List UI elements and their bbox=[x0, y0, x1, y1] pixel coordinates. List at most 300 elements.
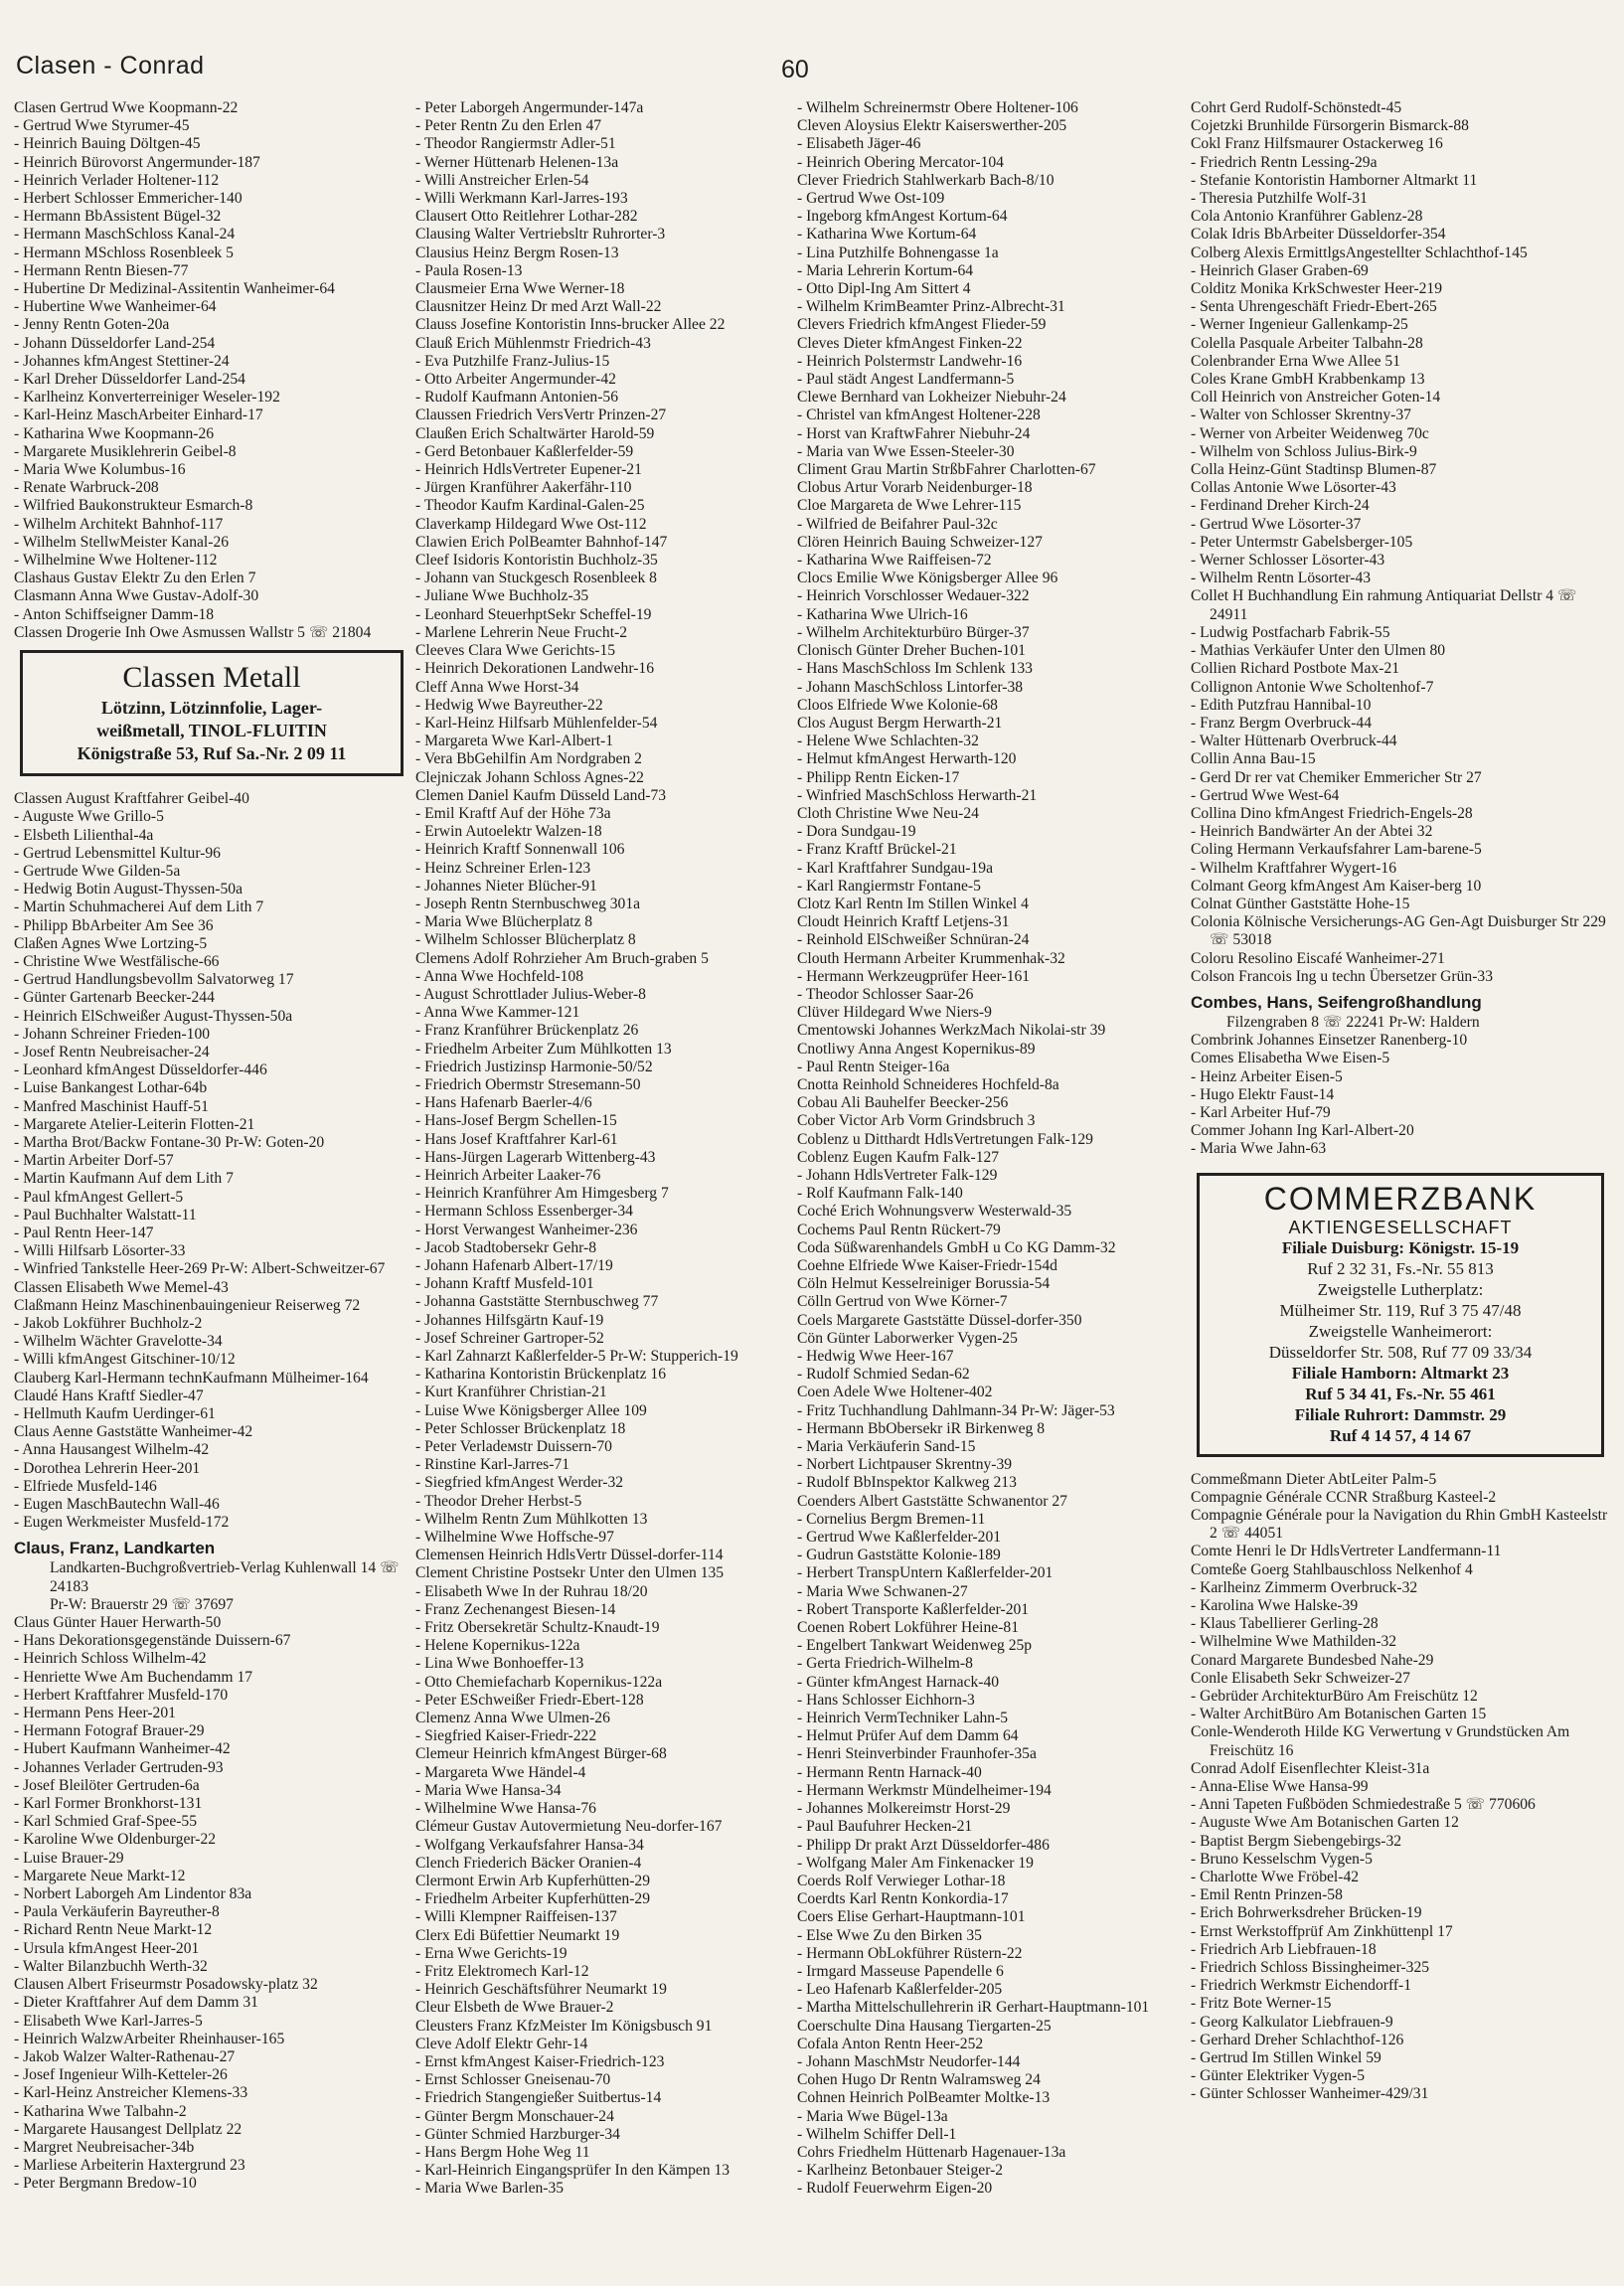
directory-subentry: - Hellmuth Kaufm Uerdinger-61 bbox=[14, 1405, 409, 1423]
directory-entry: Clench Friederich Bäcker Oranien-4 bbox=[415, 1854, 642, 1872]
directory-subentry: - Paul Buchhalter Walstatt-11 bbox=[14, 1207, 409, 1225]
directory-subentry: - Hans-Jürgen Lagerarb Wittenberg-43 bbox=[415, 1149, 793, 1167]
directory-entry: Coenen Robert Lokführer Heine-81 bbox=[797, 1619, 1020, 1637]
directory-entry: Clauß Erich Mühlenmstr Friedrich-43 bbox=[415, 334, 651, 352]
directory-subentry: - Stefanie Kontoristin Hamborner Altmarkt 11 bbox=[1191, 172, 1610, 190]
directory-entry: Coloru Resolino Eiscafé Wanheimer-271 bbox=[1191, 949, 1445, 967]
directory-subentry: - Karl Rangiermstr Fontane-5 bbox=[797, 878, 1187, 896]
directory-entry: Cloe Margareta de Wwe Lehrer-115 bbox=[797, 497, 1022, 515]
directory-entry: Conle-Wenderoth Hilde KG Verwertung v Grundstücken Am Freischütz 16 bbox=[1191, 1723, 1570, 1759]
directory-subentry: - Gertrud Wwe Ost-109 bbox=[797, 190, 1187, 208]
directory-entry: Clausing Walter Vertriebsltr Ruhrorter-3 bbox=[415, 226, 666, 244]
directory-subentry: - Hermann Schloss Essenberger-34 bbox=[415, 1203, 793, 1221]
directory-entry: Cofala Anton Rentn Heer-252 bbox=[797, 2035, 984, 2052]
directory-subentry: - Johann MaschMstr Neudorfer-144 bbox=[797, 2053, 1187, 2071]
directory-subentry: - Christine Wwe Westfälische-66 bbox=[14, 953, 409, 971]
directory-subentry: - Heinrich ElSchweißer August-Thyssen-50a bbox=[14, 1008, 409, 1026]
entry-list bbox=[1191, 1032, 1610, 1158]
directory-subentry: - Wolfgang Verkaufsfahrer Hansa-34 bbox=[415, 1837, 793, 1855]
directory-entry: Claverkamp Hildegard Wwe Ost-112 bbox=[415, 515, 647, 533]
directory-entry: Cleeves Clara Wwe Gerichts-15 bbox=[415, 642, 616, 660]
directory-subentry: - Gertrud Wwe Kaßlerfelder-201 bbox=[797, 1529, 1187, 1547]
directory-subentry: - Gerd Dr rer vat Chemiker Emmericher Str 27 bbox=[1191, 769, 1610, 787]
directory-subentry: - Friedhelm Arbeiter Kupferhütten-29 bbox=[415, 1890, 793, 1908]
directory-subentry: - Martin Arbeiter Dorf-57 bbox=[14, 1152, 409, 1170]
directory-subentry: - Auguste Wwe Grillo-5 bbox=[14, 808, 409, 826]
directory-entry: Claus Aenne Gaststätte Wanheimer-42 bbox=[14, 1423, 253, 1441]
directory-subentry: - Heinrich Polstermstr Landwehr-16 bbox=[797, 353, 1187, 371]
directory-entry: Compagnie Générale CCNR Straßburg Kasteel-2 bbox=[1191, 1488, 1497, 1506]
directory-subentry: - Jakob Walzer Walter-Rathenau-27 bbox=[14, 2048, 409, 2066]
directory-subentry: - Maria Wwe Blücherplatz 8 bbox=[415, 913, 793, 931]
column-4 bbox=[1191, 99, 1610, 2272]
directory-subentry: - Herbert Kraftfahrer Musfeld-170 bbox=[14, 1687, 409, 1705]
directory-entry: Conard Margarete Bundesbed Nahe-29 bbox=[1191, 1651, 1434, 1669]
directory-entry: Colson Francois Ing u techn Übersetzer Grün-33 bbox=[1191, 967, 1494, 985]
directory-subentry: - Dora Sundgau-19 bbox=[797, 823, 1187, 841]
directory-subentry: - Bruno Kesselschm Vygen-5 bbox=[1191, 1851, 1610, 1869]
directory-entry: Clauberg Karl-Hermann technKaufmann Mülheimer-164 bbox=[14, 1369, 369, 1387]
section-heading: Combes, Hans, Seifengroßhandlung bbox=[1191, 992, 1482, 1012]
directory-entry: Clören Heinrich Bauing Schweizer-127 bbox=[797, 533, 1043, 551]
directory-subentry: - Margarete Hausangest Dellplatz 22 bbox=[14, 2121, 409, 2139]
directory-entry: Clocs Emilie Wwe Königsberger Allee 96 bbox=[797, 570, 1058, 587]
directory-subentry: - Josef Bleilöter Gertruden-6a bbox=[14, 1777, 409, 1795]
directory-entry: Cleven Aloysius Elektr Kaiserswerther-205 bbox=[797, 117, 1067, 135]
directory-entry: Cleve Adolf Elektr Gehr-14 bbox=[415, 2035, 588, 2052]
directory-subentry: - Hubertine Wwe Wanheimer-64 bbox=[14, 298, 409, 316]
directory-subentry: - Ferdinand Dreher Kirch-24 bbox=[1191, 497, 1610, 515]
directory-subentry: - Heinrich Obering Mercator-104 bbox=[797, 154, 1187, 172]
directory-subentry: - Ernst Werkstoffprüf Am Zinkhüttenpl 17 bbox=[1191, 1923, 1610, 1941]
directory-subentry: - Wilhelmine Wwe Hansa-76 bbox=[415, 1800, 793, 1818]
directory-entry: Collien Richard Postbote Max-21 bbox=[1191, 660, 1400, 678]
directory-entry: Classen Drogerie Inh Owe Asmussen Wallstr 5 ☏ 21804 bbox=[14, 623, 372, 641]
directory-subentry: - Jenny Rentn Goten-20a bbox=[14, 316, 409, 334]
ad-line: Filiale Duisburg: Königstr. 15-19 bbox=[1281, 1237, 1520, 1257]
directory-entry: Cölln Gertrud von Wwe Körner-7 bbox=[797, 1293, 1008, 1311]
directory-subentry: - Hans Josef Kraftfahrer Karl-61 bbox=[415, 1131, 793, 1149]
directory-entry: Clemeur Heinrich kfmAngest Bürger-68 bbox=[415, 1745, 667, 1763]
directory-subentry: - Friedhelm Arbeiter Zum Mühlkotten 13 bbox=[415, 1041, 793, 1059]
section-detail: Pr-W: Brauerstr 29 ☏ 37697 bbox=[50, 1595, 234, 1613]
directory-entry: Collet H Buchhandlung Ein rahmung Antiquariat Dellstr 4 ☏ 24911 bbox=[1191, 587, 1577, 623]
entry-list bbox=[1191, 99, 1610, 986]
directory-subentry: - Werner Ingenieur Gallenkamp-25 bbox=[1191, 316, 1610, 334]
directory-subentry: - Hedwig Wwe Bayreuther-22 bbox=[415, 697, 793, 715]
directory-subentry: - Wilhelm Wächter Gravelotte-34 bbox=[14, 1333, 409, 1351]
directory-subentry: - Horst Verwangest Wanheimer-236 bbox=[415, 1222, 793, 1239]
column-1 bbox=[14, 99, 409, 2272]
entry-list bbox=[1191, 1471, 1610, 2104]
classen-metall-ad bbox=[20, 650, 404, 776]
directory-subentry: - Heinrich Kranführer Am Himgesberg 7 bbox=[415, 1185, 793, 1203]
directory-subentry: - Gertrude Wwe Gilden-5a bbox=[14, 863, 409, 881]
directory-subentry: - Heinrich Geschäftsführer Neumarkt 19 bbox=[415, 1981, 793, 1999]
directory-entry: Cloos Elfriede Wwe Kolonie-68 bbox=[797, 696, 998, 714]
directory-entry: Collignon Antonie Wwe Scholtenhof-7 bbox=[1191, 678, 1434, 696]
directory-subentry: - Rolf Kaufmann Falk-140 bbox=[797, 1185, 1187, 1203]
directory-subentry: - Irmgard Masseuse Papendelle 6 bbox=[797, 1963, 1187, 1981]
directory-entry: Cmentowski Johannes WerkzMach Nikolai-str 39 bbox=[797, 1022, 1106, 1040]
directory-subentry: - Gertrud Handlungsbevollm Salvatorweg 17 bbox=[14, 971, 409, 989]
directory-subentry: - Katharina Kontoristin Brückenplatz 16 bbox=[415, 1366, 793, 1384]
directory-subentry: - Günter kfmAngest Harnack-40 bbox=[797, 1674, 1187, 1692]
directory-subentry: - Karl-Heinz Hilfsarb Mühlenfelder-54 bbox=[415, 715, 793, 733]
directory-subentry: - Ursula kfmAngest Heer-201 bbox=[14, 1940, 409, 1958]
directory-subentry: - Erna Wwe Gerichts-19 bbox=[415, 1945, 793, 1963]
directory-subentry: - Heinrich Bürovorst Angermunder-187 bbox=[14, 154, 409, 172]
directory-subentry: - Lina Putzhilfe Bohnengasse 1a bbox=[797, 245, 1187, 262]
directory-subentry: - Kurt Kranführer Christian-21 bbox=[415, 1384, 793, 1401]
directory-subentry: - Anna Hausangest Wilhelm-42 bbox=[14, 1441, 409, 1459]
directory-entry: Coers Elise Gerhart-Hauptmann-101 bbox=[797, 1908, 1026, 1926]
directory-subentry: - Peter Rentn Zu den Erlen 47 bbox=[415, 117, 793, 135]
directory-subentry: - Willi Anstreicher Erlen-54 bbox=[415, 172, 793, 190]
directory-subentry: - Günter Gartenarb Beecker-244 bbox=[14, 989, 409, 1007]
directory-entry: Coblenz u Ditthardt HdlsVertretungen Falk-129 bbox=[797, 1130, 1093, 1148]
entry-list bbox=[14, 99, 409, 642]
directory-subentry: - Gebrüder ArchitekturBüro Am Freischütz 12 bbox=[1191, 1688, 1610, 1706]
directory-subentry: - Margareta Wwe Karl-Albert-1 bbox=[415, 733, 793, 750]
directory-subentry: - Paul Rentn Steiger-16a bbox=[797, 1059, 1187, 1076]
directory-subentry: - Maria Wwe Hansa-34 bbox=[415, 1782, 793, 1800]
directory-entry: Cohrs Friedhelm Hüttenarb Hagenauer-13a bbox=[797, 2143, 1066, 2161]
directory-entry: Clashaus Gustav Elektr Zu den Erlen 7 bbox=[14, 570, 256, 587]
directory-subentry: - Henriette Wwe Am Buchendamm 17 bbox=[14, 1669, 409, 1687]
directory-entry: Cleusters Franz KfzMeister Im Königsbusch 91 bbox=[415, 2017, 713, 2035]
directory-subentry: - Maria Wwe Kolumbus-16 bbox=[14, 461, 409, 479]
directory-subentry: - Hermann BbObersekr iR Birkenweg 8 bbox=[797, 1420, 1187, 1438]
directory-subentry: - Willi Werkmann Karl-Jarres-193 bbox=[415, 190, 793, 208]
directory-subentry: - Werner Schlosser Lösorter-43 bbox=[1191, 552, 1610, 570]
directory-subentry: - Wilhelm Schiffer Dell-1 bbox=[797, 2126, 1187, 2144]
directory-subentry: - Eugen Werkmeister Musfeld-172 bbox=[14, 1514, 409, 1532]
directory-subentry: - Dorothea Lehrerin Heer-201 bbox=[14, 1460, 409, 1478]
directory-entry: Coblenz Eugen Kaufm Falk-127 bbox=[797, 1148, 1000, 1166]
directory-subentry: - Vera BbGehilfin Am Nordgraben 2 bbox=[415, 750, 793, 768]
directory-subentry: - Wilhelm Architekturbüro Bürger-37 bbox=[797, 624, 1187, 642]
directory-subentry: - Emil Kraftf Auf der Höhe 73a bbox=[415, 805, 793, 823]
directory-subentry: - Philipp Rentn Eicken-17 bbox=[797, 769, 1187, 787]
directory-entry: Cokl Franz Hilfsmaurer Ostackerweg 16 bbox=[1191, 135, 1443, 153]
section-heading: Claus, Franz, Landkarten bbox=[14, 1539, 216, 1558]
directory-subentry: - Marlene Lehrerin Neue Frucht-2 bbox=[415, 624, 793, 642]
directory-subentry: - Maria Wwe Bügel-13a bbox=[797, 2108, 1187, 2126]
directory-subentry: - Maria Wwe Barlen-35 bbox=[415, 2180, 793, 2198]
directory-subentry: - Johannes Molkereimstr Horst-29 bbox=[797, 1800, 1187, 1818]
directory-subentry: - Katharina Wwe Raiffeisen-72 bbox=[797, 552, 1187, 570]
directory-subentry: - Peter Verladeмstr Duissern-70 bbox=[415, 1438, 793, 1456]
directory-subentry: - Hermann Rentn Biesen-77 bbox=[14, 262, 409, 280]
directory-subentry: - Franz Kranführer Brückenplatz 26 bbox=[415, 1022, 793, 1040]
directory-subentry: - Else Wwe Zu den Birken 35 bbox=[797, 1927, 1187, 1945]
directory-entry: Classen Elisabeth Wwe Memel-43 bbox=[14, 1278, 229, 1296]
ad-line: Lötzinn, Lötzinnfolie, Lager- bbox=[100, 698, 323, 719]
directory-subentry: - Renate Warbruck-208 bbox=[14, 479, 409, 497]
directory-subentry: - Margarete Neue Markt-12 bbox=[14, 1868, 409, 1885]
section-detail: Filzengraben 8 ☏ 22241 Pr-W: Haldern bbox=[1226, 1013, 1480, 1031]
directory-subentry: - Peter ESchweißer Friedr-Ebert-128 bbox=[415, 1692, 793, 1710]
directory-subentry: - Heinrich WalzwArbeiter Rheinhauser-165 bbox=[14, 2031, 409, 2048]
directory-subentry: - Siegfried Kaiser-Friedr-222 bbox=[415, 1727, 793, 1745]
directory-entry: Clevers Friedrich kfmAngest Flieder-59 bbox=[797, 316, 1047, 334]
directory-subentry: - Hermann Werkmstr Mündelheimer-194 bbox=[797, 1782, 1187, 1800]
directory-entry: Clos August Bergm Herwarth-21 bbox=[797, 714, 1003, 732]
directory-subentry: - Hedwig Wwe Heer-167 bbox=[797, 1348, 1187, 1366]
directory-subentry: - Hans Dekorationsgegenstände Duissern-67 bbox=[14, 1632, 409, 1650]
directory-entry: Coen Adele Wwe Holtener-402 bbox=[797, 1384, 993, 1401]
directory-subentry: - Günter Bergm Monschauer-24 bbox=[415, 2108, 793, 2126]
directory-subentry: - Karlheinz Konverterreiniger Weseler-192 bbox=[14, 389, 409, 407]
directory-subentry: - Hermann Pens Heer-201 bbox=[14, 1705, 409, 1722]
ad-line: Filiale Hamborn: Altmarkt 23 bbox=[1291, 1363, 1510, 1383]
directory-subentry: - Herbert TranspUntern Kaßlerfelder-201 bbox=[797, 1564, 1187, 1582]
directory-subentry: - Heinrich Schloss Wilhelm-42 bbox=[14, 1650, 409, 1668]
directory-subentry: - Auguste Wwe Am Botanischen Garten 12 bbox=[1191, 1814, 1610, 1832]
directory-entry: Coehne Elfriede Wwe Kaiser-Friedr-154d bbox=[797, 1257, 1057, 1274]
directory-subentry: - Helmut kfmAngest Herwarth-120 bbox=[797, 750, 1187, 768]
directory-subentry: - August Schrottlader Julius-Weber-8 bbox=[415, 986, 793, 1004]
directory-subentry: - Robert Transporte Kaßlerfelder-201 bbox=[797, 1601, 1187, 1619]
directory-subentry: - Peter Schlosser Brückenplatz 18 bbox=[415, 1420, 793, 1438]
directory-subentry: - Mathias Verkäufer Unter den Ulmen 80 bbox=[1191, 642, 1610, 660]
directory-entry: Clonisch Günter Dreher Buchen-101 bbox=[797, 642, 1026, 660]
directory-entry: Conrad Adolf Eisenflechter Kleist-31a bbox=[1191, 1759, 1430, 1777]
directory-subentry: - Gertrud Lebensmittel Kultur-96 bbox=[14, 845, 409, 863]
directory-subentry: - Friedrich Justizinsp Harmonie-50/52 bbox=[415, 1059, 793, 1076]
directory-subentry: - Werner Hüttenarb Helenen-13a bbox=[415, 154, 793, 172]
directory-subentry: - Johann Hafenarb Albert-17/19 bbox=[415, 1257, 793, 1275]
directory-subentry: - Richard Rentn Neue Markt-12 bbox=[14, 1921, 409, 1939]
directory-subentry: - Peter Untermstr Gabelsberger-105 bbox=[1191, 534, 1610, 552]
directory-subentry: - Erich Bohrwerksdreher Brücken-19 bbox=[1191, 1904, 1610, 1922]
directory-subentry: - Philipp Dr prakt Arzt Düsseldorfer-486 bbox=[797, 1837, 1187, 1855]
directory-subentry: - Martin Schuhmacherei Auf dem Lith 7 bbox=[14, 898, 409, 916]
directory-entry: Clement Christine Postsekr Unter den Ulmen 135 bbox=[415, 1564, 725, 1582]
directory-entry: Claßmann Heinz Maschinenbauingenieur Reiserweg 72 bbox=[14, 1296, 361, 1314]
directory-subentry: - Luise Bankangest Lothar-64b bbox=[14, 1079, 409, 1097]
directory-entry: Combrink Johannes Einsetzer Ranenberg-10 bbox=[1191, 1032, 1468, 1050]
directory-subentry: - Walter Hüttenarb Overbruck-44 bbox=[1191, 733, 1610, 750]
directory-subentry: - Hans Hafenarb Baerler-4/6 bbox=[415, 1094, 793, 1112]
directory-subentry: - Helene Wwe Schlachten-32 bbox=[797, 733, 1187, 750]
directory-subentry: - Erwin Autoelektr Walzen-18 bbox=[415, 823, 793, 841]
directory-subentry: - Anna Wwe Hochfeld-108 bbox=[415, 968, 793, 986]
directory-entry: Compagnie Générale pour la Navigation du Rhin GmbH Kasteelstr 2 ☏ 44051 bbox=[1191, 1506, 1608, 1543]
directory-subentry: - Paul kfmAngest Gellert-5 bbox=[14, 1189, 409, 1207]
entry-list bbox=[14, 790, 409, 1532]
directory-entry: Clawien Erich PolBeamter Bahnhof-147 bbox=[415, 533, 668, 551]
directory-subentry: - Karoline Wwe Oldenburger-22 bbox=[14, 1831, 409, 1849]
directory-subentry: - Juliane Wwe Buchholz-35 bbox=[415, 587, 793, 605]
column-2 bbox=[415, 99, 793, 2272]
ad-line: Ruf 2 32 31, Fs.-Nr. 55 813 bbox=[1307, 1258, 1494, 1278]
directory-entry: Claßen Agnes Wwe Lortzing-5 bbox=[14, 934, 208, 952]
directory-entry: Coerschulte Dina Hausang Tiergarten-25 bbox=[797, 2017, 1052, 2035]
directory-subentry: - Heinrich Verlader Holtener-112 bbox=[14, 172, 409, 190]
directory-subentry: - Friedrich Schloss Bissingheimer-325 bbox=[1191, 1959, 1610, 1977]
directory-subentry: - Norbert Laborgeh Am Lindentor 83a bbox=[14, 1885, 409, 1903]
directory-subentry: - Franz Zechenangest Biesen-14 bbox=[415, 1601, 793, 1619]
directory-subentry: - Wilhelmine Wwe Hoffsche-97 bbox=[415, 1529, 793, 1547]
directory-entry: Cohrt Gerd Rudolf-Schönstedt-45 bbox=[1191, 99, 1402, 116]
directory-entry: Clémeur Gustav Autovermietung Neu-dorfer-167 bbox=[415, 1818, 723, 1836]
directory-entry: Colella Pasquale Arbeiter Talbahn-28 bbox=[1191, 334, 1423, 352]
directory-subentry: - Engelbert Tankwart Weidenweg 25p bbox=[797, 1637, 1187, 1655]
directory-subentry: - Walter Bilanzbuchh Werth-32 bbox=[14, 1958, 409, 1976]
directory-entry: Cohnen Heinrich PolBeamter Moltke-13 bbox=[797, 2089, 1051, 2107]
directory-subentry: - Cornelius Bergm Bremen-11 bbox=[797, 1511, 1187, 1529]
directory-subentry: - Willi Hilfsarb Lösorter-33 bbox=[14, 1242, 409, 1260]
directory-entry: Colberg Alexis ErmittlgsAngestellter Schlachthof-145 bbox=[1191, 244, 1528, 261]
directory-subentry: - Josef Schreiner Gartroper-52 bbox=[415, 1330, 793, 1348]
directory-entry: Colditz Monika KrkSchwester Heer-219 bbox=[1191, 280, 1443, 298]
directory-subentry: - Rudolf BbInspektor Kalkweg 213 bbox=[797, 1474, 1187, 1492]
directory-entry: Clever Friedrich Stahlwerkarb Bach-8/10 bbox=[797, 171, 1055, 189]
directory-subentry: - Paula Verkäuferin Bayreuther-8 bbox=[14, 1903, 409, 1921]
directory-subentry: - Lina Wwe Bonhoeffer-13 bbox=[415, 1655, 793, 1673]
directory-subentry: - Johannes Verlader Gertruden-93 bbox=[14, 1759, 409, 1777]
directory-subentry: - Peter Laborgeh Angermunder-147a bbox=[415, 99, 793, 117]
directory-subentry: - Gertrud Im Stillen Winkel 59 bbox=[1191, 2049, 1610, 2067]
directory-entry: Claudé Hans Kraftf Siedler-47 bbox=[14, 1387, 204, 1404]
directory-entry: Collin Anna Bau-15 bbox=[1191, 750, 1316, 768]
directory-subentry: - Elisabeth Wwe Karl-Jarres-5 bbox=[14, 2013, 409, 2031]
column-3 bbox=[797, 99, 1187, 2272]
directory-subentry: - Margareta Wwe Händel-4 bbox=[415, 1764, 793, 1782]
directory-entry: Clermont Erwin Arb Kupferhütten-29 bbox=[415, 1872, 651, 1889]
directory-subentry: - Hermann Werkzeugprüfer Heer-161 bbox=[797, 968, 1187, 986]
directory-entry: Clasen Gertrud Wwe Koopmann-22 bbox=[14, 99, 239, 116]
directory-entry: Coll Heinrich von Anstreicher Goten-14 bbox=[1191, 389, 1441, 407]
ad-line: Mülheimer Str. 119, Ruf 3 75 47/48 bbox=[1279, 1300, 1522, 1320]
directory-subentry: - Friedrich Obermstr Stresemann-50 bbox=[415, 1076, 793, 1094]
directory-subentry: - Heinrich Bandwärter An der Abtei 32 bbox=[1191, 823, 1610, 841]
directory-subentry: - Christel van kfmAngest Holtener-228 bbox=[797, 407, 1187, 424]
directory-subentry: - Katharina Wwe Ulrich-16 bbox=[797, 606, 1187, 624]
directory-entry: Clausnitzer Heinz Dr med Arzt Wall-22 bbox=[415, 298, 662, 316]
directory-subentry: - Gertrud Wwe West-64 bbox=[1191, 787, 1610, 805]
section-detail: Landkarten-Buchgroßvertrieb-Verlag Kuhlenwall 14 ☏ 24183 bbox=[50, 1559, 400, 1595]
directory-entry: Classen August Kraftfahrer Geibel-40 bbox=[14, 790, 249, 808]
directory-subentry: - Willi Klempner Raiffeisen-137 bbox=[415, 1908, 793, 1926]
directory-subentry: - Hermann BbAssistent Bügel-32 bbox=[14, 208, 409, 226]
directory-subentry: - Karl-Heinrich Eingangsprüfer In den Kämpen 13 bbox=[415, 2162, 793, 2180]
directory-subentry: - Fritz Bote Werner-15 bbox=[1191, 1995, 1610, 2013]
directory-entry: Clemen Daniel Kaufm Düsseld Land-73 bbox=[415, 786, 667, 804]
directory-subentry: - Wilhelm Schlosser Blücherplatz 8 bbox=[415, 931, 793, 949]
directory-subentry: - Friedrich Arb Liebfrauen-18 bbox=[1191, 1941, 1610, 1959]
directory-subentry: - Karl Kraftfahrer Sundgau-19a bbox=[797, 860, 1187, 878]
directory-subentry: - Günter Elektriker Vygen-5 bbox=[1191, 2067, 1610, 2085]
directory-entry: Cola Antonio Kranführer Gablenz-28 bbox=[1191, 208, 1423, 226]
directory-entry: Colnat Günther Gaststätte Hohe-15 bbox=[1191, 895, 1410, 912]
directory-entry: Coda Süßwarenhandels GmbH u Co KG Damm-32 bbox=[797, 1238, 1116, 1256]
directory-entry: Clausert Otto Reitlehrer Lothar-282 bbox=[415, 208, 638, 226]
entry-list bbox=[415, 99, 793, 2199]
directory-subentry: - Jürgen Kranführer Aakerfähr-110 bbox=[415, 479, 793, 497]
directory-subentry: - Luise Brauer-29 bbox=[14, 1850, 409, 1868]
directory-subentry: - Maria van Wwe Essen-Steeler-30 bbox=[797, 443, 1187, 461]
directory-subentry: - Karolina Wwe Halske-39 bbox=[1191, 1597, 1610, 1615]
directory-subentry: - Rudolf Schmied Sedan-62 bbox=[797, 1366, 1187, 1384]
directory-subentry: - Norbert Lichtpauser Skrentny-39 bbox=[797, 1456, 1187, 1474]
directory-subentry: - Elisabeth Jäger-46 bbox=[797, 135, 1187, 153]
directory-subentry: - Wilhelm Rentn Lösorter-43 bbox=[1191, 570, 1610, 587]
directory-entry: Cochems Paul Rentn Rückert-79 bbox=[797, 1221, 1001, 1238]
directory-entry: Coels Margarete Gaststätte Düssel-dorfer-350 bbox=[797, 1311, 1082, 1329]
directory-subentry: - Wilhelm von Schloss Julius-Birk-9 bbox=[1191, 443, 1610, 461]
directory-subentry: - Werner von Arbeiter Weidenweg 70c bbox=[1191, 425, 1610, 443]
directory-subentry: - Fritz Tuchhandlung Dahlmann-34 Pr-W: Jäger-53 bbox=[797, 1402, 1187, 1420]
directory-subentry: - Ingeborg kfmAngest Kortum-64 bbox=[797, 208, 1187, 226]
directory-subentry: - Elsbeth Lilienthal-4a bbox=[14, 827, 409, 845]
directory-subentry: - Walter ArchitBüro Am Botanischen Garten 15 bbox=[1191, 1706, 1610, 1723]
directory-subentry: - Martha Mittelschullehrerin iR Gerhart-Hauptmann-101 bbox=[797, 1999, 1187, 2017]
directory-subentry: - Senta Uhrengeschäft Friedr-Ebert-265 bbox=[1191, 298, 1610, 316]
directory-subentry: - Paula Rosen-13 bbox=[415, 262, 793, 280]
directory-entry: Colmant Georg kfmAngest Am Kaiser-berg 10 bbox=[1191, 877, 1482, 895]
directory-subentry: - Heinrich Kraftf Sonnenwall 106 bbox=[415, 841, 793, 859]
directory-subentry: - Karlheinz Zimmerm Overbruck-32 bbox=[1191, 1579, 1610, 1597]
directory-subentry: - Heinrich Bauing Döltgen-45 bbox=[14, 135, 409, 153]
directory-subentry: - Hedwig Botin August-Thyssen-50a bbox=[14, 881, 409, 898]
directory-entry: Cloth Christine Wwe Neu-24 bbox=[797, 804, 979, 822]
directory-subentry: - Theresia Putzhilfe Wolf-31 bbox=[1191, 190, 1610, 208]
entry-list bbox=[14, 1614, 409, 2194]
ad-line: Ruf 5 34 41, Fs.-Nr. 55 461 bbox=[1305, 1384, 1496, 1403]
directory-entry: Clausius Heinz Bergm Rosen-13 bbox=[415, 244, 619, 261]
directory-subentry: - Wilhelm Rentn Zum Mühlkotten 13 bbox=[415, 1511, 793, 1529]
directory-subentry: - Hermann ObLokführer Rüstern-22 bbox=[797, 1945, 1187, 1963]
directory-subentry: - Wilhelm StellwMeister Kanal-26 bbox=[14, 534, 409, 552]
directory-subentry: - Wilfried de Beifahrer Paul-32c bbox=[797, 516, 1187, 534]
directory-subentry: - Wilhelmine Wwe Holtener-112 bbox=[14, 552, 409, 570]
ad-company-name: Classen Metall bbox=[122, 661, 301, 695]
directory-subentry: - Anton Schiffseigner Damm-18 bbox=[14, 606, 409, 624]
directory-subentry: - Wilhelm Architekt Bahnhof-117 bbox=[14, 516, 409, 534]
directory-subentry: - Heinrich Vorschlosser Wedauer-322 bbox=[797, 587, 1187, 605]
directory-subentry: - Philipp BbArbeiter Am See 36 bbox=[14, 917, 409, 935]
directory-subentry: - Theodor Rangiermstr Adler-51 bbox=[415, 135, 793, 153]
directory-entry: Clausmeier Erna Wwe Werner-18 bbox=[415, 280, 625, 298]
directory-subentry: - Karl-Heinz MaschArbeiter Einhard-17 bbox=[14, 407, 409, 424]
directory-subentry: - Johann Schreiner Frieden-100 bbox=[14, 1026, 409, 1044]
directory-subentry: - Karl-Heinz Anstreicher Klemens-33 bbox=[14, 2084, 409, 2102]
directory-subentry: - Siegfried kfmAngest Werder-32 bbox=[415, 1474, 793, 1492]
directory-entry: Cleff Anna Wwe Horst-34 bbox=[415, 678, 579, 696]
directory-subentry: - Josef Rentn Neubreisacher-24 bbox=[14, 1044, 409, 1061]
directory-entry: Comte Henri le Dr HdlsVertreter Landfermann-11 bbox=[1191, 1543, 1502, 1560]
directory-subentry: - Katharina Wwe Koopmann-26 bbox=[14, 425, 409, 443]
directory-subentry: - Manfred Maschinist Hauff-51 bbox=[14, 1098, 409, 1116]
directory-entry: Clauss Josefine Kontoristin Inns-brucker Allee 22 bbox=[415, 316, 726, 334]
directory-subentry: - Leonhard SteuerhptSekr Scheffel-19 bbox=[415, 606, 793, 624]
directory-subentry: - Georg Kalkulator Liebfrauen-9 bbox=[1191, 2014, 1610, 2032]
directory-subentry: - Anna Wwe Kammer-121 bbox=[415, 1004, 793, 1022]
directory-subentry: - Gerd Betonbauer Kaßlerfelder-59 bbox=[415, 443, 793, 461]
directory-subentry: - Katharina Wwe Kortum-64 bbox=[797, 226, 1187, 244]
directory-entry: Colenbrander Erna Wwe Allee 51 bbox=[1191, 352, 1401, 370]
directory-subentry: - Henri Steinverbinder Fraunhofer-35a bbox=[797, 1745, 1187, 1763]
directory-subentry: - Jakob Lokführer Buchholz-2 bbox=[14, 1315, 409, 1333]
directory-subentry: - Ernst Schlosser Gneisenau-70 bbox=[415, 2071, 793, 2089]
directory-subentry: - Katharina Wwe Talbahn-2 bbox=[14, 2103, 409, 2121]
directory-subentry: - Wilhelmine Wwe Mathilden-32 bbox=[1191, 1633, 1610, 1651]
directory-entry: Coenders Albert Gaststätte Schwanentor 27 bbox=[797, 1492, 1067, 1510]
directory-subentry: - Paul Rentn Heer-147 bbox=[14, 1225, 409, 1242]
